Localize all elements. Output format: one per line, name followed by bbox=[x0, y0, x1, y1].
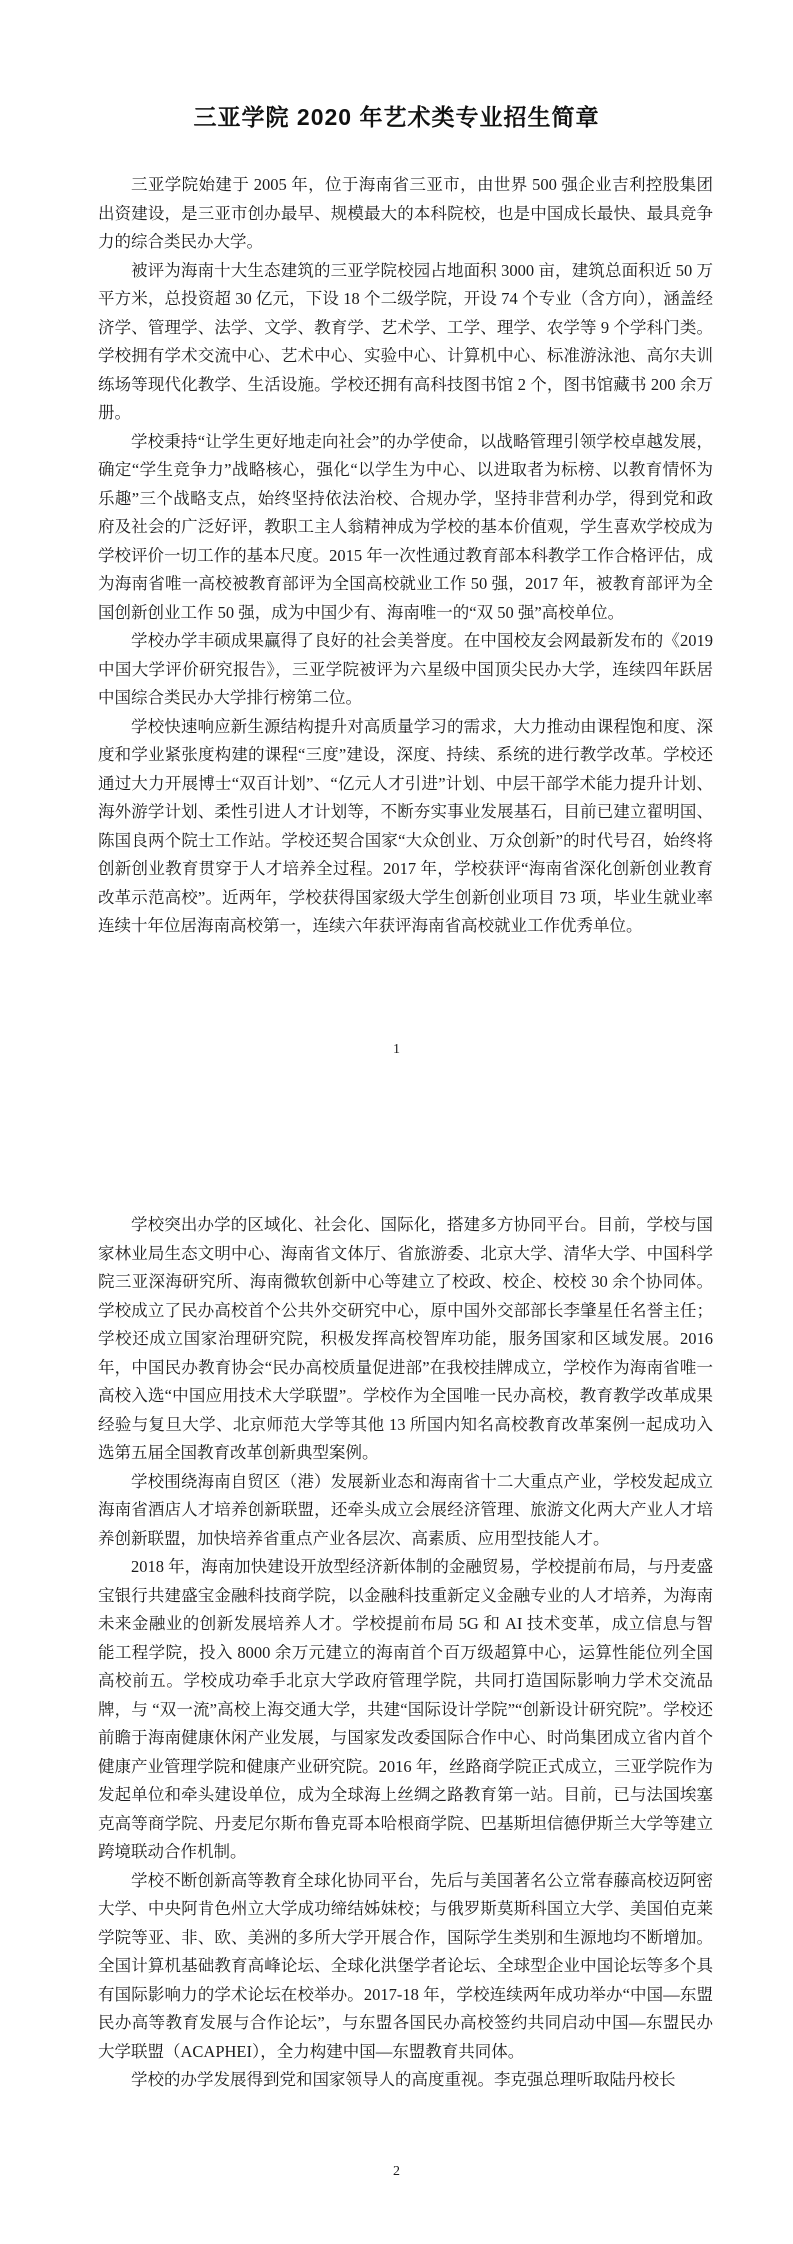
paragraph: 学校快速响应新生源结构提升对高质量学习的需求，大力推动由课程饱和度、深度和学业紧张度构建的课程“三度”建设，深度、持续、系统的进行教学改革。学校还通过大力开展博士“双百计划”、“亿元人才引进”计划、中层干部学术能力提升计划、海外游学计划、柔性引进人才计划等，不断夯实事业发展基石，目前已建立翟明国、陈国良两个院士工作站。学校还契合国家“大众创业、万众创新”的时代号召，始终将创新创业教育贯穿于人才培养全过程。2017 年，学校获评“海南省深化创新创业教育改革示范高校”。近两年，学校获得国家级大学生创新创业项目 73 项，毕业生就业率连续十年位居海南高校第一，连续六年获评海南省高校就业工作优秀单位。 bbox=[98, 716, 713, 935]
paragraph: 学校的办学发展得到党和国家领导人的高度重视。李克强总理听取陆丹校长 bbox=[131, 2070, 676, 2089]
page-1-body bbox=[98, 171, 713, 941]
paragraph: 学校突出办学的区域化、社会化、国际化，搭建多方协同平台。目前，学校与国家林业局生态文明中心、海南省文体厅、省旅游委、北京大学、清华大学、中国科学院三亚深海研究所、海南微软创新中心等建立了校政、校企、校校 30 余个协同体。学校成立了民办高校首个公共外交研究中心，原中国外交部部长李肇星任名誉主任；学校还成立国家治理研究院，积极发挥高校智库功能，服务国家和区域发展。2016 年，中国民办教育协会“民办高校质量促进部”在我校挂牌成立，学校作为海南省唯一高校入选“中国应用技术大学联盟”。学校作为全国唯一民办高校，教育教学改革成果经验与复旦大学、北京师范大学等其他 13 所国内知名高校教育改革案例一起成功入选第五届全国教育改革创新典型案例。 bbox=[98, 1215, 713, 1462]
page-2 bbox=[0, 1122, 793, 2244]
paragraph: 被评为海南十大生态建筑的三亚学院校园占地面积 3000 亩，建筑总面积近 50 万平方米，总投资超 30 亿元，下设 18 个二级学院，开设 74 个专业（含方向），涵盖经济学、管理学、法学、文学、教育学、艺术学、工学、理学、农学等 9 个学科门类。学校拥有学术交流中心、艺术中心、实验中心、计算机中心、标准游泳池、高尔夫训练场等现代化教学、生活设施。学校还拥有高科技图书馆 2 个，图书馆藏书 200 余万册。 bbox=[98, 260, 713, 422]
page-2-body bbox=[98, 1211, 713, 2095]
page-number: 1 bbox=[393, 1042, 400, 1057]
paragraph: 三亚学院始建于 2005 年，位于海南省三亚市，由世界 500 强企业吉利控股集团出资建设，是三亚市创办最早、规模最大的本科院校，也是中国成长最快、最具竞争力的综合类民办大学。 bbox=[98, 175, 713, 251]
paragraph: 学校秉持“让学生更好地走向社会”的办学使命，以战略管理引领学校卓越发展，确定“学生竞争力”战略核心，强化“以学生为中心、以进取者为标榜、以教育情怀为乐趣”三个战略支点，始终坚持依法治校、合规办学，坚持非营利办学，得到党和政府及社会的广泛好评，教职工主人翁精神成为学校的基本价值观，学生喜欢学校成为学校评价一切工作的基本尺度。2015 年一次性通过教育部本科教学工作合格评估，成为海南省唯一高校被教育部评为全国高校就业工作 50 强，2017 年，被教育部评为全国创新创业工作 50 强，成为中国少有、海南唯一的“双 50 强”高校单位。 bbox=[98, 431, 713, 622]
page-number: 2 bbox=[393, 2164, 400, 2179]
paragraph: 学校围绕海南自贸区（港）发展新业态和海南省十二大重点产业，学校发起成立海南省酒店人才培养创新联盟，还牵头成立会展经济管理、旅游文化两大产业人才培养创新联盟，加快培养省重点产业各层次、高素质、应用型技能人才。 bbox=[98, 1471, 713, 1548]
paragraph: 学校不断创新高等教育全球化协同平台，先后与美国著名公立常春藤高校迈阿密大学、中央阿肯色州立大学成功缔结姊妹校；与俄罗斯莫斯科国立大学、美国伯克莱学院等亚、非、欧、美洲的多所大学开展合作，国际学生类别和生源地均不断增加。全国计算机基础教育高峰论坛、全球化洪堡学者论坛、全球型企业中国论坛等多个具有国际影响力的学术论坛在校举办。2017-18 年，学校连续两年成功举办“中国—东盟民办高等教育发展与合作论坛”，与东盟各国民办高校签约共同启动中国—东盟民办大学联盟（ACAPHEI），全力构建中国—东盟教育共同体。 bbox=[98, 1870, 713, 2061]
paragraph: 学校办学丰硕成果赢得了良好的社会美誉度。在中国校友会网最新发布的《2019 中国大学评价研究报告》，三亚学院被评为六星级中国顶尖民办大学，连续四年跃居中国综合类民办大学排行榜第二位。 bbox=[98, 631, 713, 707]
document-title: 三亚学院 2020 年艺术类专业招生简章 bbox=[193, 104, 600, 130]
paragraph: 2018 年，海南加快建设开放型经济新体制的金融贸易，学校提前布局，与丹麦盛宝银行共建盛宝金融科技商学院，以金融科技重新定义金融专业的人才培养，为海南未来金融业的创新发展培养人才。学校提前布局 5G 和 AI 技术变革，成立信息与智能工程学院，投入 8000 余万元建立的海南首个百万级超算中心，运算性能位列全国高校前五。学校成功牵手北京大学政府管理学院，共同打造国际影响力学术交流品牌，与 “双一流”高校上海交通大学，共建“国际设计学院”“创新设计研究院”。学校还前瞻于海南健康休闲产业发展，与国家发改委国际合作中心、时尚集团成立省内首个健康产业管理学院和健康产业研究院。2016 年，丝路商学院正式成立，三亚学院作为发起单位和牵头建设单位，成为全球海上丝绸之路教育第一站。目前，已与法国埃塞克高等商学院、丹麦尼尔斯布鲁克哥本哈根商学院、巴基斯坦信德伊斯兰大学等建立跨境联动合作机制。 bbox=[98, 1557, 713, 1861]
